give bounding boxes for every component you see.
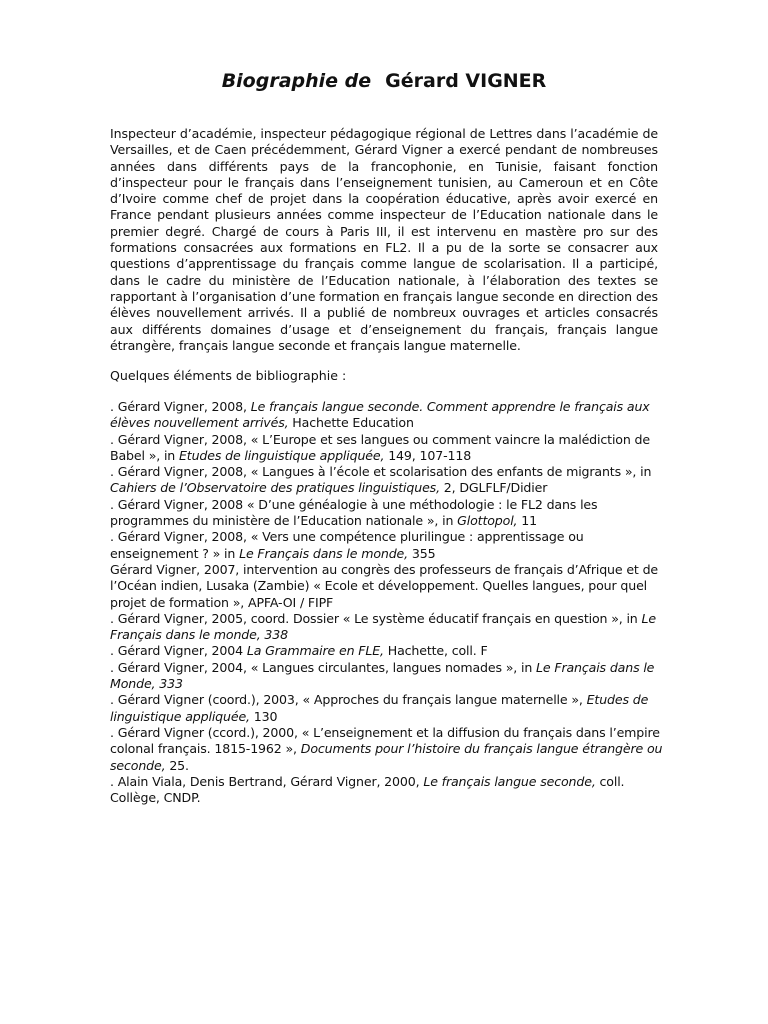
bibliography-entry: . Gérard Vigner, 2008 « D’une généalogie à une méthodologie : le FL2 dans les programmes du ministère de l’Education nationale », in Glottopol, 11: [110, 496, 598, 529]
bibliography-entry: . Gérard Vigner (coord.), 2003, « Approches du français langue maternelle », Etudes de linguistique appliquée, 130: [110, 692, 649, 724]
bibliography-entry: . Gérard Vigner, 2005, coord. Dossier « Le système éducatif français en question », in Le Français dans le monde, 338: [110, 610, 656, 643]
bibliography-entry: . Gérard Vigner, 2008, « Vers une compétence plurilingue : apprentissage ou enseignement ? » in Le Français dans le monde, 355: [110, 529, 584, 561]
bibliography-entry: . Gérard Vigner, 2004, « Langues circulantes, langues nomades », in Le Français dans le Monde, 333: [110, 659, 655, 692]
bibliography-entry: . Gérard Vigner (ccord.), 2000, « L’enseignement et la diffusion du français dans l’empire colonal français. 1815-1962 », Documents pour l’histoire du français langue étrangère ou seconde, 25.: [110, 724, 663, 773]
bibliography-entry: . Gérard Vigner, 2008, « Langues à l’école et scolarisation des enfants de migrants », in Cahiers de l’Observatoire des pratiques linguistiques, 2, DGLFLF/Didier: [110, 464, 652, 496]
bibliography-entry: . Gérard Vigner, 2008, « L’Europe et ses langues ou comment vaincre la malédiction de Babel », in Etudes de linguistique appliquée, 149, 107-118: [110, 431, 650, 463]
bibliography-heading: Quelques éléments de bibliographie :: [110, 368, 347, 383]
page-title: [0, 69, 768, 93]
bibliography-entry: Gérard Vigner, 2007, intervention au congrès des professeurs de français d’Afrique et de l’Océan indien, Lusaka (Zambie) « Ecole et développement. Quelles langues, pour quel projet de formation », APFA-OI / FIPF: [110, 561, 659, 610]
biography-paragraph: Inspecteur d’académie, inspecteur pédagogique régional de Lettres dans l’académie de Versailles, et de Caen précédemment, Gérard Vigner a exercé pendant de nombreuses années dans différents pays de la francophonie, en Tunisie, faisant fonction d’inspecteur pour le français dans l’enseignement tunisien, au Cameroun et en Côte d’Ivoire comme chef de projet dans la coopération éducative, après avoir exercé en France pendant plusieurs années comme inspecteur de l’Education nationale dans le premier degré. Chargé de cours à Paris III, il est intervenu en mastère pro sur des formations consacrées aux formations en FL2. Il a pu de la sorte se consacrer aux questions d’apprentissage du français comme langue de scolarisation. Il a participé, dans le cadre du ministère de l’Education nationale, à l’élaboration des textes se rapportant à l’organisation d’une formation en français langue seconde en direction des élèves nouvellement arrivés. Il a publié de nombreux ouvrages et articles consacrés aux différents domaines d’usage et d’enseignement du français, français langue étrangère, français langue seconde et français langue maternelle.: [110, 126, 658, 353]
bibliography-entry: . Alain Viala, Denis Bertrand, Gérard Vigner, 2000, Le français langue seconde, coll. Collège, CNDP.: [110, 773, 625, 806]
title-name: Gérard VIGNER: [385, 70, 547, 92]
bibliography-entry: . Gérard Vigner, 2008, Le français langue seconde. Comment apprendre le français aux élèves nouvellement arrivés, Hachette Education: [110, 399, 650, 431]
bibliography-list: [110, 399, 670, 806]
bibliography-entry: . Gérard Vigner, 2004 La Grammaire en FLE, Hachette, coll. F: [110, 643, 488, 659]
title-prefix: Biographie de: [221, 70, 372, 92]
